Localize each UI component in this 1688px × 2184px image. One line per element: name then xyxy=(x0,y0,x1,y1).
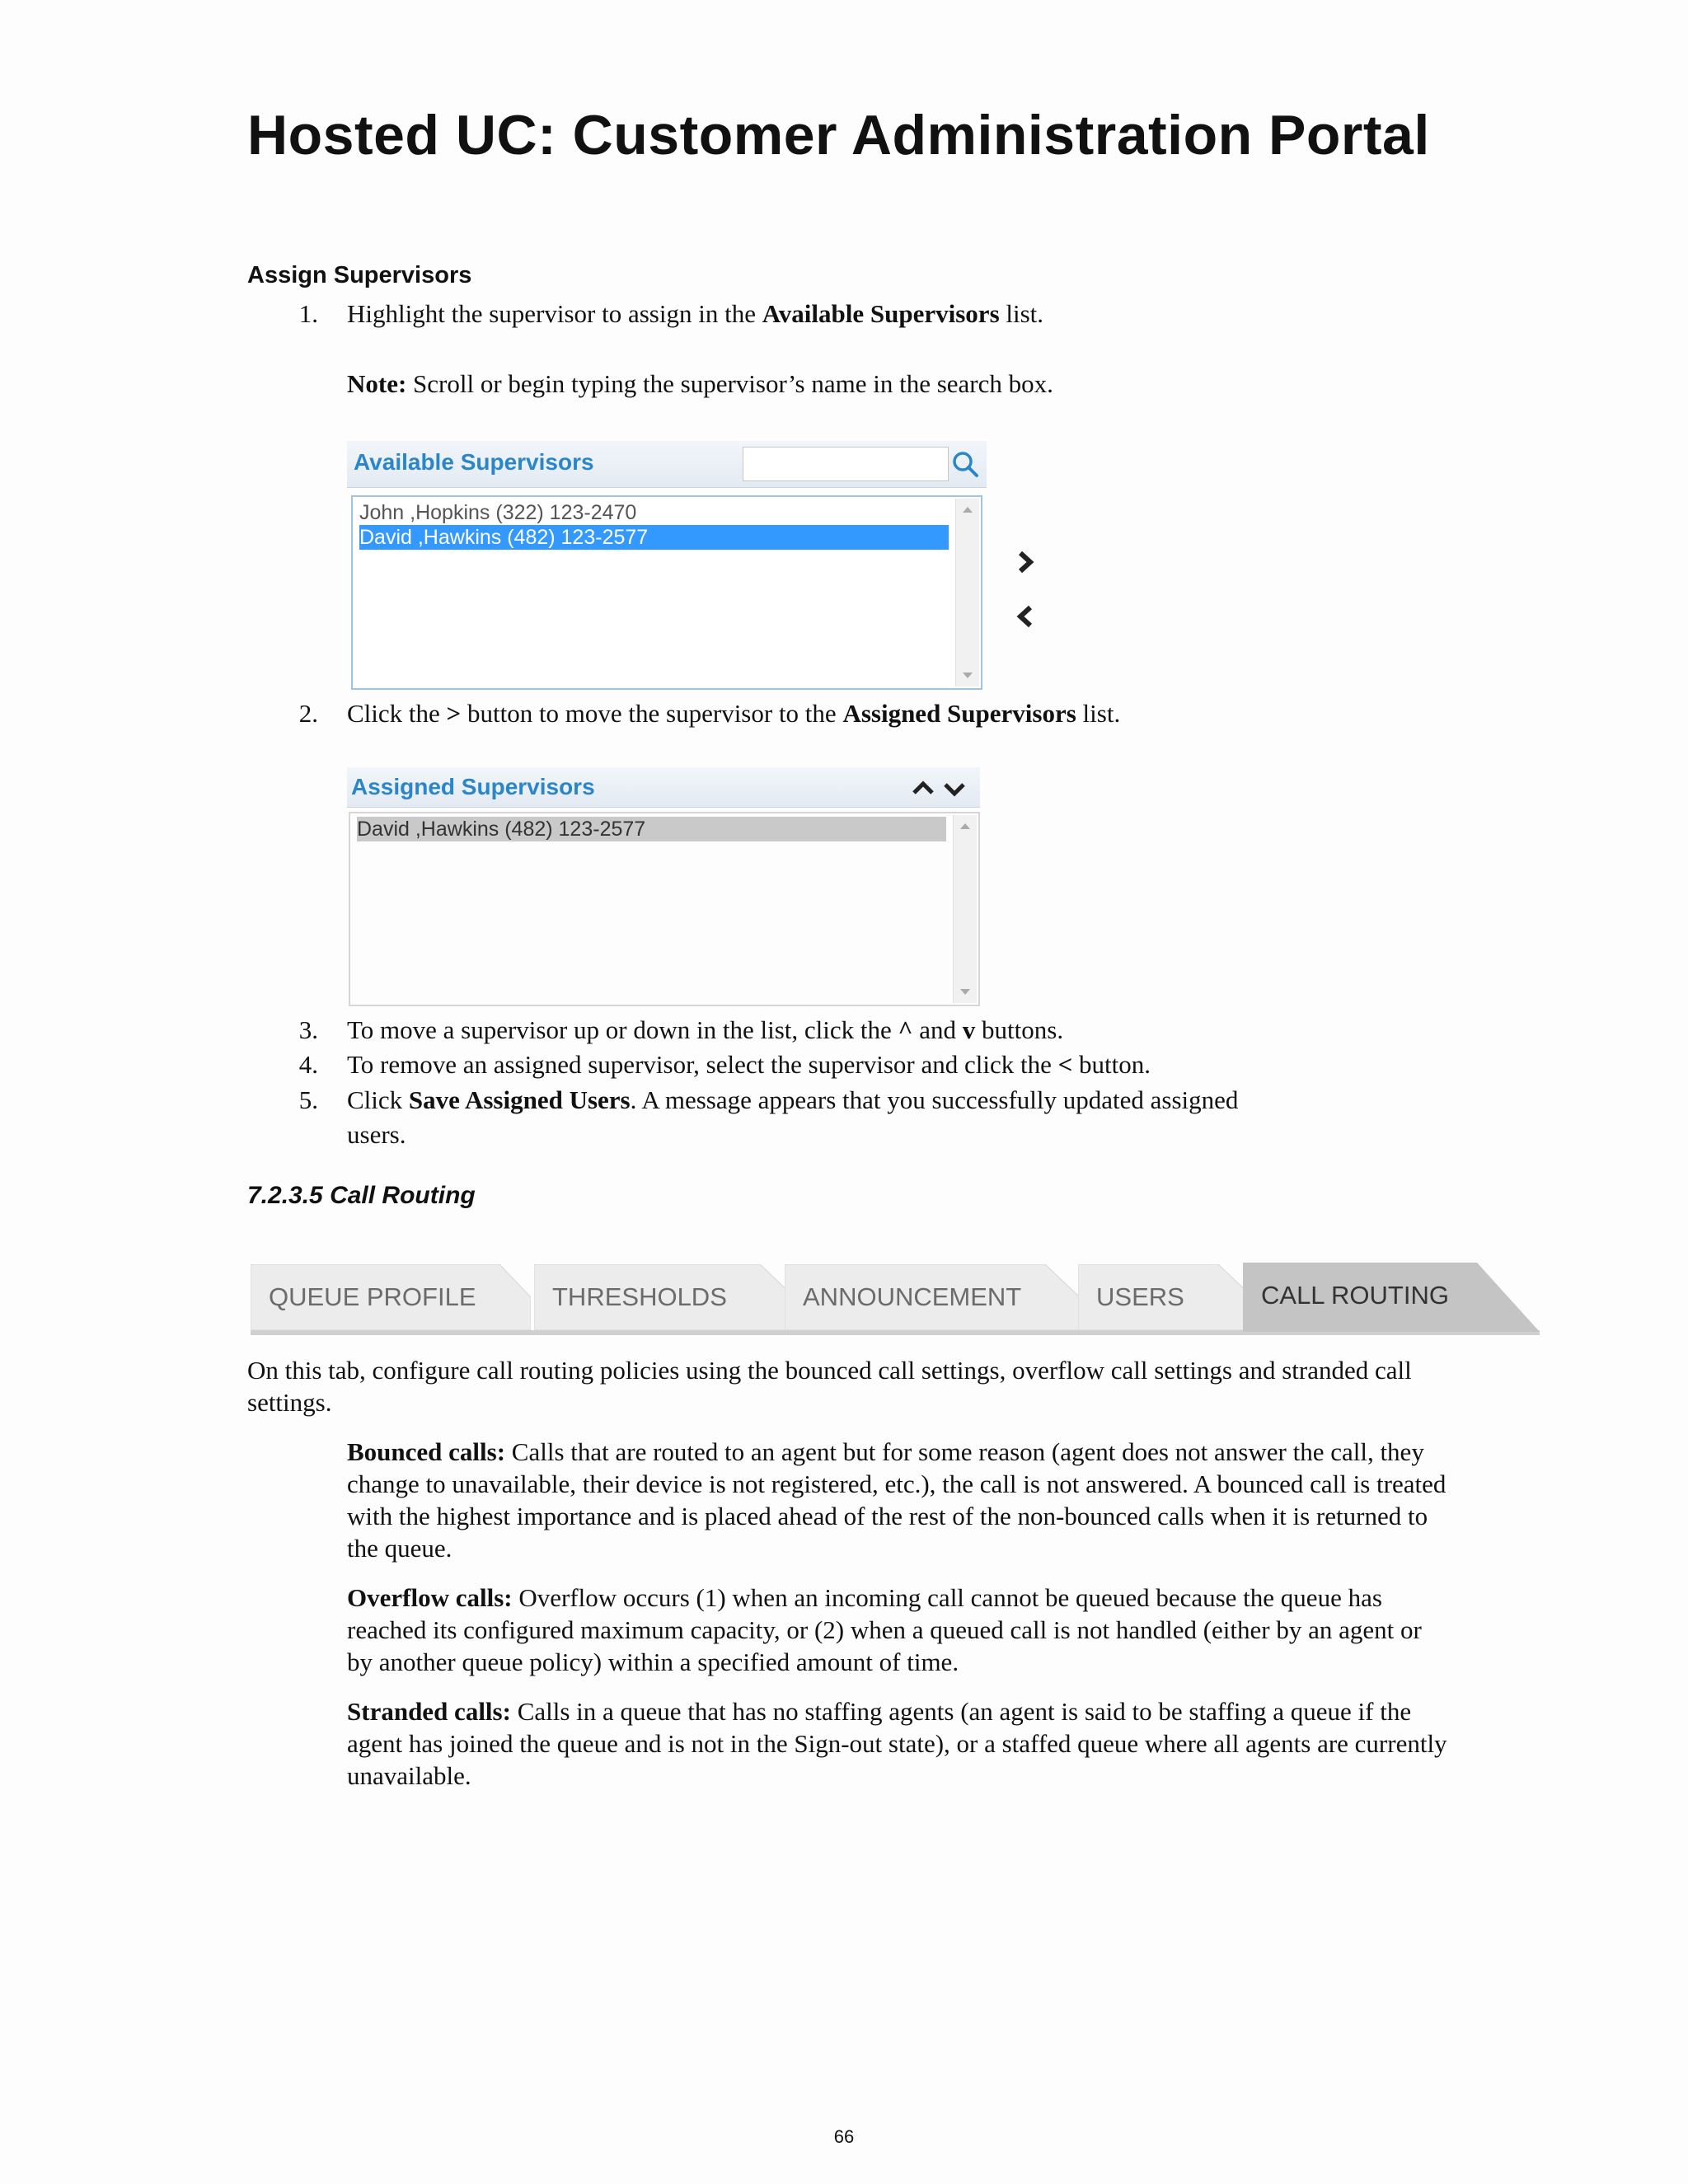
tab-thresholds[interactable] xyxy=(534,1264,795,1330)
list-item[interactable]: John ,Hopkins (322) 123-2470 xyxy=(359,501,637,524)
page-number: 66 xyxy=(833,2126,855,2147)
assigned-supervisors-list[interactable] xyxy=(349,812,980,1006)
call-routing-intro: On this tab, configure call routing policies using the bounced call settings, overflow call settings and stranded call settings. xyxy=(247,1356,1412,1417)
assigned-supervisors-title: Assigned Supervisors xyxy=(351,774,595,799)
overflow-calls-definition: Overflow calls: Overflow occurs (1) when an incoming call cannot be queued because the queue has reached its configured maximum capacity, or (2) when a queued call is not handled (either by an agent or by another queue policy) within a specified amount of time. xyxy=(347,1583,1422,1676)
tab-call-routing[interactable] xyxy=(1243,1263,1540,1332)
list-item-selected[interactable]: David ,Hawkins (482) 123-2577 xyxy=(359,525,949,550)
move-left-button[interactable] xyxy=(1014,602,1037,630)
available-supervisors-list[interactable] xyxy=(351,495,982,690)
tab-label: CALL ROUTING xyxy=(1261,1281,1449,1310)
tab-queue-profile[interactable] xyxy=(251,1264,531,1330)
step-3-text: To move a supervisor up or down in the list, click the ^ and v buttons. xyxy=(347,1015,1064,1044)
page-title: Hosted UC: Customer Administration Portal xyxy=(247,104,1430,166)
tab-users[interactable] xyxy=(1078,1264,1253,1330)
scroll-down-icon[interactable] xyxy=(963,673,973,678)
tab-label: USERS xyxy=(1096,1282,1184,1311)
move-down-button[interactable] xyxy=(942,780,967,799)
list-item[interactable]: David ,Hawkins (482) 123-2577 xyxy=(357,817,946,841)
panel-header xyxy=(347,767,980,808)
search-icon[interactable] xyxy=(949,448,982,480)
step-number: 3. xyxy=(298,1015,318,1044)
scrollbar[interactable] xyxy=(953,815,977,1003)
bounced-calls-definition: Bounced calls: Calls that are routed to an agent but for some reason (agent does not answer the call, they change to unavailable, their device is not registered, etc.), the call is not answered. A bounced call is treated with the highest importance and is placed ahead of the rest of the non-bounced calls when it is returned to the queue. xyxy=(347,1437,1447,1563)
panel-header xyxy=(347,441,987,488)
tab-label: QUEUE PROFILE xyxy=(269,1282,476,1311)
note-text: Note: Scroll or begin typing the supervisor’s name in the search box. xyxy=(347,369,1053,398)
tab-label: THRESHOLDS xyxy=(552,1282,727,1311)
queue-tab-bar xyxy=(251,1263,1540,1335)
available-supervisors-title: Available Supervisors xyxy=(354,449,594,475)
move-right-button[interactable] xyxy=(1014,548,1037,576)
supervisor-search-input[interactable] xyxy=(743,447,949,481)
assign-supervisors-heading: Assign Supervisors xyxy=(247,262,472,288)
step-number: 5. xyxy=(298,1085,318,1114)
move-up-button[interactable] xyxy=(911,779,935,797)
step-1-text: Highlight the supervisor to assign in the Available Supervisors list. xyxy=(347,299,1044,328)
step-2-text: Click the > button to move the supervisor to the Assigned Supervisors list. xyxy=(347,699,1121,728)
scroll-down-icon[interactable] xyxy=(960,989,970,995)
scrollbar[interactable] xyxy=(955,499,979,687)
step-5-text-cont: users. xyxy=(347,1120,406,1149)
scroll-up-icon[interactable] xyxy=(963,507,973,513)
step-number: 4. xyxy=(298,1050,318,1079)
available-supervisors-panel xyxy=(347,441,987,691)
scroll-up-icon[interactable] xyxy=(960,823,970,829)
step-number: 2. xyxy=(298,699,318,728)
stranded-calls-definition: Stranded calls: Calls in a queue that has no staffing agents (an agent is said to be staffing a queue if the agent has joined the queue and is not in the Sign-out state), or a staffed queue where all agents are currently unavailable. xyxy=(347,1697,1447,1790)
call-routing-section-heading: 7.2.3.5 Call Routing xyxy=(247,1182,476,1209)
tab-label: ANNOUNCEMENT xyxy=(803,1282,1022,1311)
step-5-text: Click Save Assigned Users. A message appears that you successfully updated assigned xyxy=(347,1085,1239,1114)
assigned-supervisors-panel xyxy=(347,767,980,1006)
tab-announcement[interactable] xyxy=(785,1264,1080,1330)
step-4-text: To remove an assigned supervisor, select the supervisor and click the < button. xyxy=(347,1050,1151,1079)
step-number: 1. xyxy=(298,299,318,328)
